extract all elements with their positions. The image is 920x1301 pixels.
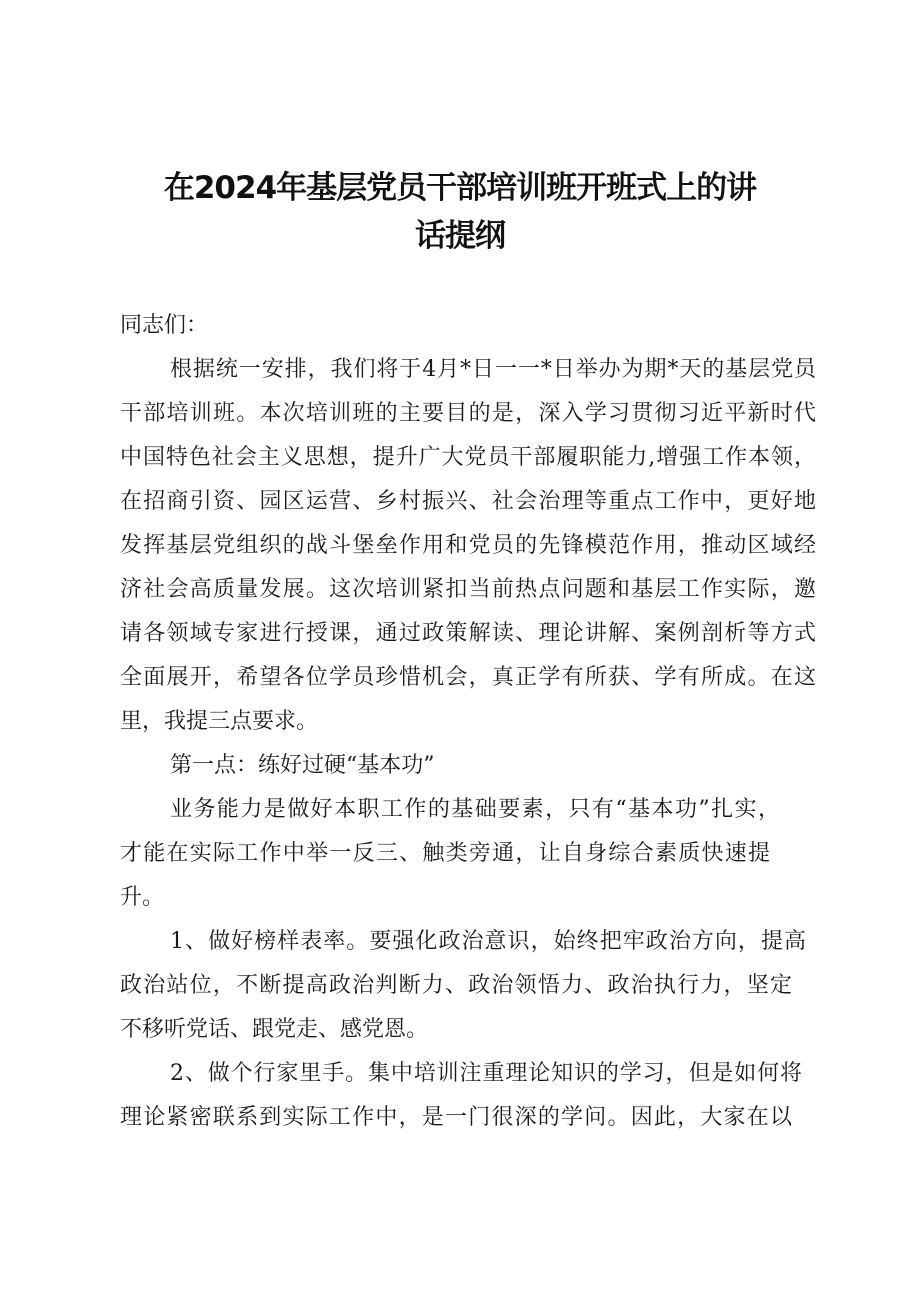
paragraph-4-line-1: 2、做个行家里手。集中培训注重理论知识的学习，但是如何将: [170, 1061, 802, 1086]
document-title-line-1: 在2024年基层党员干部培训班开班式上的讲: [163, 170, 757, 206]
paragraph-1-line-9: 里，我提三点要求。: [120, 709, 319, 734]
paragraph-1-line-8: 全面展开，希望各位学员珍惜机会，真正学有所获、学有所成。在这: [120, 665, 816, 690]
salutation: 同志们：: [120, 313, 209, 338]
document-title-line-2: 话提纲: [415, 218, 505, 254]
paragraph-2-line-3: 升。: [120, 885, 165, 910]
paragraph-4-line-2: 理论紧密联系到实际工作中，是一门很深的学问。因此，大家在以: [120, 1105, 792, 1130]
paragraph-1-line-4: 在招商引资、园区运营、乡村振兴、社会治理等重点工作中，更好地: [120, 489, 816, 514]
paragraph-1-line-1: 根据统一安排，我们将于4月*日一一*日举办为期*天的基层党员: [170, 357, 816, 382]
paragraph-1-line-2: 干部培训班。本次培训班的主要目的是，深入学习贯彻习近平新时代: [120, 401, 816, 426]
paragraph-3-line-2: 政治站位，不断提高政治判断力、政治领悟力、政治执行力，坚定: [120, 973, 792, 998]
paragraph-1-line-6: 济社会高质量发展。这次培训紧扣当前热点问题和基层工作实际，邀: [120, 577, 816, 602]
paragraph-1-line-5: 发挥基层党组织的战斗堡垒作用和党员的先锋模范作用，推动区域经: [120, 533, 816, 558]
paragraph-3-line-1: 1、做好榜样表率。要强化政治意识，始终把牢政治方向，提高: [170, 929, 806, 954]
paragraph-2-line-2: 才能在实际工作中举一反三、触类旁通，让自身综合素质快速提: [120, 841, 770, 866]
paragraph-1-line-3: 中国特色社会主义思想，提升广大党员干部履职能力,增强工作本领，: [120, 445, 816, 470]
paragraph-3-line-3: 不移听党话、跟党走、感党恩。: [120, 1017, 429, 1042]
section-heading-1: 第一点：练好过硬“基本功”: [170, 753, 435, 778]
paragraph-2-line-1: 业务能力是做好本职工作的基础要素，只有“基本功”扎实，: [170, 797, 780, 822]
paragraph-1-line-7: 请各领域专家进行授课，通过政策解读、理论讲解、案例剖析等方式: [120, 621, 816, 646]
